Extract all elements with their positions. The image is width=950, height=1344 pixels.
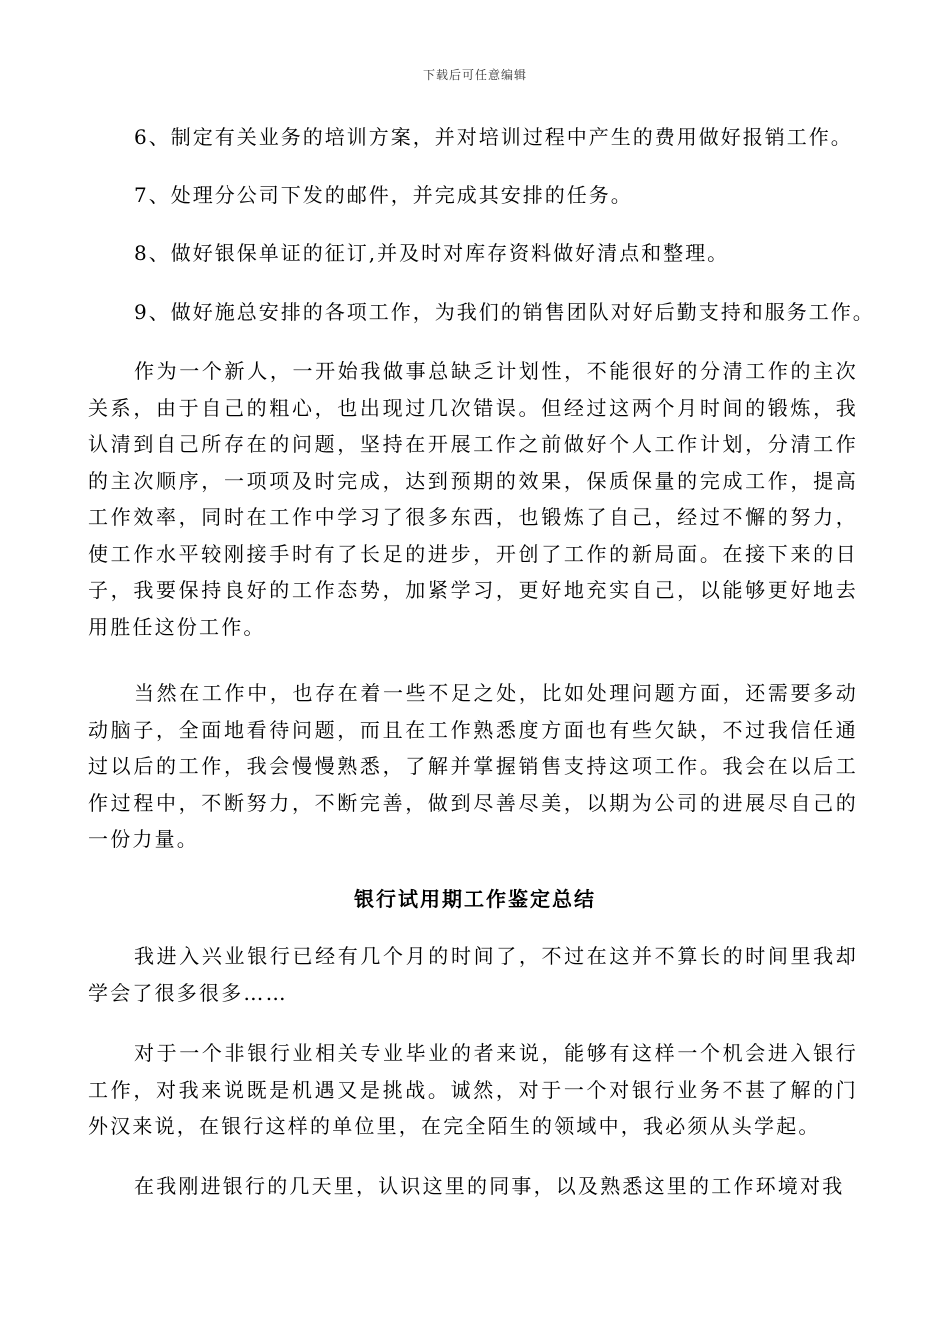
- list-item-6: 6、制定有关业务的培训方案，并对培训过程中产生的费用做好报销工作。: [134, 125, 853, 149]
- list-item-9: 9、做好施总安排的各项工作，为我们的销售团队对好后勤支持和服务工作。: [134, 300, 875, 324]
- section-title: 银行试用期工作鉴定总结: [354, 887, 596, 911]
- paragraph-shortcomings: 当然在工作中，也存在着一些不足之处，比如处理问题方面，还需要多动动脑子，全面地看待问题，而且在工作熟悉度方面也有些欠缺，不过我信任通过以后的工作，我会慢慢熟悉，了解并掌握销售支持这项工作。我会在以后工作过程中，不断努力，不断完善，做到尽善尽美，以期为公司的进展尽自己的一份力量。: [88, 681, 858, 851]
- list-item-7: 7、处理分公司下发的邮件，并完成其安排的任务。: [134, 183, 633, 207]
- header-note: 下载后可任意编辑: [422, 68, 527, 82]
- paragraph-new-employee: 作为一个新人，一开始我做事总缺乏计划性，不能很好的分清工作的主次关系，由于自己的粗心，也出现过几次错误。但经过这两个月时间的锻炼，我认清到自己所存在的问题，坚持在开展工作之前做好个人工作计划，分清工作的主次顺序，一项项及时完成，达到预期的效果，保质保量的完成工作，提高工作效率，同时在工作中学习了很多东西，也锻炼了自己，经过不懈的努力，使工作水平较刚接手时有了长足的进步，开创了工作的新局面。在接下来的日子，我要保持良好的工作态势，加紧学习，更好地充实自己，以能够更好地去用胜任这份工作。: [88, 359, 858, 639]
- list-item-8: 8、做好银保单证的征订,并及时对库存资料做好清点和整理。: [134, 241, 730, 265]
- paragraph-intro: 我进入兴业银行已经有几个月的时间了，不过在这并不算长的时间里我却学会了很多很多……: [88, 944, 858, 1005]
- paragraph-first-days: 在我刚进银行的几天里，认识这里的同事，以及熟悉这里的工作环境对我: [134, 1174, 845, 1198]
- paragraph-opportunity: 对于一个非银行业相关专业毕业的者来说，能够有这样一个机会进入银行工作，对我来说既是机遇又是挑战。诚然，对于一个对银行业务不甚了解的门外汉来说，在银行这样的单位里，在完全陌生的领域中，我必须从头学起。: [88, 1041, 858, 1138]
